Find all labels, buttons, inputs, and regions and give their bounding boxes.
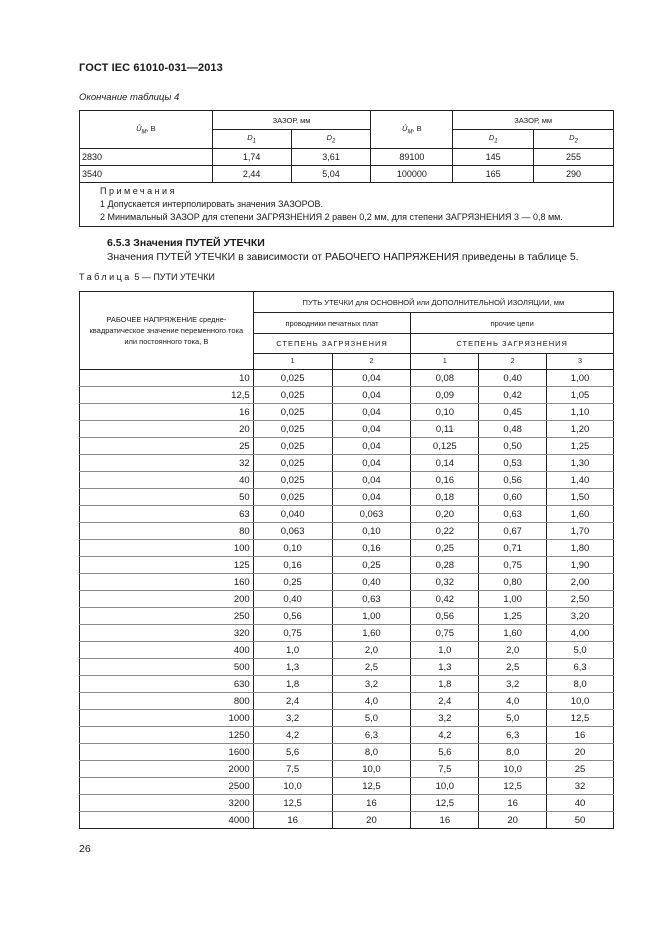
- table-cell: 12,5: [547, 710, 614, 727]
- table-cell: 50: [547, 812, 614, 829]
- table-row: [80, 404, 614, 421]
- table-cell: 25: [547, 761, 614, 778]
- table5-pollution-header-2: СТЕПЕНЬ ЗАГРЯЗНЕНИЯ: [411, 334, 614, 354]
- table-cell: 1,0: [253, 642, 332, 659]
- table-row: [80, 676, 614, 693]
- table5-caption-rest: 5 — ПУТИ УТЕЧКИ: [134, 272, 215, 282]
- table-row: [80, 557, 614, 574]
- table-row: [80, 387, 614, 404]
- degree-cell: 3: [547, 354, 614, 370]
- table-cell: 0,75: [411, 625, 479, 642]
- voltage-cell: 200: [80, 591, 254, 608]
- table4-d1-header-2: $D_1$: [453, 130, 534, 149]
- table-cell: 0,063: [332, 506, 411, 523]
- table-cell: 0,025: [253, 387, 332, 404]
- table-cell: 3,61: [291, 149, 371, 166]
- table-cell: 12,5: [253, 795, 332, 812]
- table-cell: 0,25: [253, 574, 332, 591]
- table-cell: 0,22: [411, 523, 479, 540]
- table-cell: 0,48: [479, 421, 547, 438]
- voltage-cell: 320: [80, 625, 254, 642]
- table-cell: 0,63: [332, 591, 411, 608]
- degree-cell: 1: [411, 354, 479, 370]
- table-cell: 20: [479, 812, 547, 829]
- table-row: [80, 795, 614, 812]
- table-cell: 0,56: [479, 472, 547, 489]
- table-cell: 1,50: [547, 489, 614, 506]
- table-cell: 1,3: [411, 659, 479, 676]
- table-cell: 2,5: [479, 659, 547, 676]
- table-cell: 5,0: [547, 642, 614, 659]
- table4: [79, 110, 614, 227]
- table-cell: 0,75: [479, 557, 547, 574]
- table-cell: 1,30: [547, 455, 614, 472]
- table4-um-header: $Û_M$, В: [80, 111, 213, 149]
- voltage-cell: 12,5: [80, 387, 254, 404]
- table-cell: 0,56: [411, 608, 479, 625]
- table-cell: 1,70: [547, 523, 614, 540]
- table-cell: 5,6: [411, 744, 479, 761]
- table-row: [80, 693, 614, 710]
- table5: [79, 291, 614, 829]
- voltage-cell: 40: [80, 472, 254, 489]
- table-cell: 0,20: [411, 506, 479, 523]
- table4-gap-header: ЗАЗОР, мм: [212, 111, 371, 130]
- table-cell: 0,09: [411, 387, 479, 404]
- voltage-cell: 3200: [80, 795, 254, 812]
- table-cell: 0,50: [479, 438, 547, 455]
- table-cell: 145: [453, 149, 534, 166]
- table-cell: 0,025: [253, 404, 332, 421]
- table-cell: 7,5: [411, 761, 479, 778]
- notes-title: Примечания: [100, 186, 177, 196]
- table-cell: 0,45: [479, 404, 547, 421]
- table-row: [80, 472, 614, 489]
- table-cell: 0,42: [479, 387, 547, 404]
- note-1: 1 Допускается интерполировать значения ЗАЗОРОВ.: [100, 199, 323, 209]
- table-cell: 3,2: [332, 676, 411, 693]
- table-cell: 1,00: [479, 591, 547, 608]
- table-cell: 0,28: [411, 557, 479, 574]
- table-cell: 4,0: [479, 693, 547, 710]
- table-cell: 4,0: [332, 693, 411, 710]
- voltage-cell: 32: [80, 455, 254, 472]
- table-cell: 2,4: [253, 693, 332, 710]
- voltage-cell: 100: [80, 540, 254, 557]
- table5-caption: [79, 272, 215, 282]
- table5-voltage-header: РАБОЧЕЕ НАПРЯЖЕНИЕ средне-квадратическое значение переменного тока или постоянного тока, В: [80, 292, 254, 370]
- table-cell: 0,040: [253, 506, 332, 523]
- table-row: [80, 438, 614, 455]
- table-cell: 0,125: [411, 438, 479, 455]
- table-row: [80, 489, 614, 506]
- table-cell: 2,50: [547, 591, 614, 608]
- table-row: [80, 421, 614, 438]
- table-cell: 2,0: [479, 642, 547, 659]
- table-cell: 0,10: [411, 404, 479, 421]
- table5-header-row: [80, 292, 614, 313]
- table-cell: 8,0: [479, 744, 547, 761]
- table-cell: 16: [547, 727, 614, 744]
- table-cell: 12,5: [479, 778, 547, 795]
- table-cell: 1,25: [479, 608, 547, 625]
- degree-cell: 1: [253, 354, 332, 370]
- table-cell: 2,4: [411, 693, 479, 710]
- voltage-cell: 20: [80, 421, 254, 438]
- table4-header-row: [80, 111, 614, 130]
- table-cell: 0,04: [332, 387, 411, 404]
- table-cell: 100000: [371, 166, 453, 183]
- table-row: [80, 370, 614, 387]
- table-cell: 1,25: [547, 438, 614, 455]
- table-cell: 6,3: [479, 727, 547, 744]
- table-cell: 0,71: [479, 540, 547, 557]
- table-cell: 0,14: [411, 455, 479, 472]
- table4-d2-header: $D_2$: [291, 130, 371, 149]
- table-row: [80, 166, 614, 183]
- voltage-cell: 50: [80, 489, 254, 506]
- table-cell: 0,04: [332, 455, 411, 472]
- table-cell: 0,25: [332, 557, 411, 574]
- table-cell: 1,00: [547, 370, 614, 387]
- table-cell: 1,00: [332, 608, 411, 625]
- table-row: [80, 540, 614, 557]
- table-cell: 5,0: [332, 710, 411, 727]
- table4-um-header-2: $Û_M$, В: [371, 111, 453, 149]
- table-row: [80, 506, 614, 523]
- voltage-cell: 1600: [80, 744, 254, 761]
- table-cell: 10,0: [332, 761, 411, 778]
- table-cell: 0,40: [253, 591, 332, 608]
- table-cell: 255: [534, 149, 614, 166]
- table-cell: 16: [411, 812, 479, 829]
- table-row: [80, 625, 614, 642]
- table-cell: 20: [332, 812, 411, 829]
- voltage-cell: 160: [80, 574, 254, 591]
- table-cell: 1,90: [547, 557, 614, 574]
- table-cell: 4,2: [253, 727, 332, 744]
- table-cell: 0,32: [411, 574, 479, 591]
- table5-other-header: прочие цепи: [411, 313, 614, 334]
- table-cell: 2830: [80, 149, 213, 166]
- table-cell: 0,10: [332, 523, 411, 540]
- document-header: ГОСТ IEC 61010-031—2013: [79, 62, 223, 74]
- table-cell: 0,40: [332, 574, 411, 591]
- table5-pollution-header: СТЕПЕНЬ ЗАГРЯЗНЕНИЯ: [253, 334, 411, 354]
- section-title: 6.5.3 Значения ПУТЕЙ УТЕЧКИ: [107, 237, 265, 249]
- table-row: [80, 710, 614, 727]
- table-cell: 1,60: [547, 506, 614, 523]
- table-cell: 12,5: [411, 795, 479, 812]
- table-cell: 1,8: [253, 676, 332, 693]
- table-cell: 0,25: [411, 540, 479, 557]
- table-cell: 2,44: [212, 166, 291, 183]
- table-cell: 3,2: [253, 710, 332, 727]
- table-cell: 40: [547, 795, 614, 812]
- table5-caption-prefix: Таблица: [79, 272, 132, 282]
- voltage-cell: 25: [80, 438, 254, 455]
- note-2: 2 Минимальный ЗАЗОР для степени ЗАГРЯЗНЕНИЯ 2 равен 0,2 мм, для степени ЗАГРЯЗНЕНИЯ 3 — 0,8 мм.: [100, 212, 563, 222]
- table-cell: 16: [253, 812, 332, 829]
- table-cell: 1,40: [547, 472, 614, 489]
- table-cell: 3540: [80, 166, 213, 183]
- table-cell: 5,0: [479, 710, 547, 727]
- table-cell: 7,5: [253, 761, 332, 778]
- table-row: [80, 778, 614, 795]
- table-cell: 0,11: [411, 421, 479, 438]
- table4-notes-row: [80, 183, 614, 227]
- table-row: [80, 149, 614, 166]
- table-cell: 1,80: [547, 540, 614, 557]
- table-cell: 0,04: [332, 489, 411, 506]
- table-row: [80, 727, 614, 744]
- table-cell: 0,04: [332, 370, 411, 387]
- table-cell: 1,60: [479, 625, 547, 642]
- table-cell: 0,08: [411, 370, 479, 387]
- voltage-cell: 800: [80, 693, 254, 710]
- table-cell: 2,0: [332, 642, 411, 659]
- voltage-cell: 10: [80, 370, 254, 387]
- table-cell: 0,60: [479, 489, 547, 506]
- table4-d1-header: $D_1$: [212, 130, 291, 149]
- table-cell: 0,04: [332, 421, 411, 438]
- table5-pcb-header: проводники печатных плат: [253, 313, 411, 334]
- table-cell: 2,5: [332, 659, 411, 676]
- table-row: [80, 642, 614, 659]
- table-row: [80, 812, 614, 829]
- voltage-cell: 250: [80, 608, 254, 625]
- table-cell: 1,74: [212, 149, 291, 166]
- voltage-cell: 1250: [80, 727, 254, 744]
- section-text: Значения ПУТЕЙ УТЕЧКИ в зависимости от РАБОЧЕГО НАПРЯЖЕНИЯ приведены в таблице 5.: [107, 251, 579, 263]
- table-row: [80, 523, 614, 540]
- table-cell: 2,00: [547, 574, 614, 591]
- table-cell: 6,3: [332, 727, 411, 744]
- table-cell: 0,04: [332, 404, 411, 421]
- table-cell: 5,04: [291, 166, 371, 183]
- table-cell: 0,025: [253, 455, 332, 472]
- table-cell: 0,025: [253, 489, 332, 506]
- table-cell: 0,75: [253, 625, 332, 642]
- voltage-cell: 2000: [80, 761, 254, 778]
- table-cell: 1,20: [547, 421, 614, 438]
- table-cell: 16: [332, 795, 411, 812]
- table-cell: 3,2: [479, 676, 547, 693]
- voltage-cell: 630: [80, 676, 254, 693]
- table-cell: 0,18: [411, 489, 479, 506]
- table4-gap-header-2: ЗАЗОР, мм: [453, 111, 614, 130]
- table-cell: 1,8: [411, 676, 479, 693]
- table-cell: 1,60: [332, 625, 411, 642]
- table-row: [80, 455, 614, 472]
- table-cell: 8,0: [547, 676, 614, 693]
- table-row: [80, 574, 614, 591]
- table-cell: 0,40: [479, 370, 547, 387]
- table-cell: 0,025: [253, 438, 332, 455]
- table-cell: 10,0: [411, 778, 479, 795]
- table-cell: 165: [453, 166, 534, 183]
- table-cell: 0,56: [253, 608, 332, 625]
- page-number: 26: [79, 843, 91, 855]
- table-cell: 0,16: [411, 472, 479, 489]
- table5-main-header: ПУТЬ УТЕЧКИ для ОСНОВНОЙ или ДОПОЛНИТЕЛЬНОЙ ИЗОЛЯЦИИ, мм: [253, 292, 613, 313]
- table-cell: 1,0: [411, 642, 479, 659]
- table-cell: 10,0: [547, 693, 614, 710]
- table-cell: 12,5: [332, 778, 411, 795]
- table4-caption: Окончание таблицы 4: [79, 92, 180, 103]
- voltage-cell: 4000: [80, 812, 254, 829]
- table-cell: 1,05: [547, 387, 614, 404]
- table-cell: 10,0: [253, 778, 332, 795]
- voltage-cell: 63: [80, 506, 254, 523]
- degree-cell: 2: [479, 354, 547, 370]
- table-cell: 0,10: [253, 540, 332, 557]
- voltage-cell: 80: [80, 523, 254, 540]
- table-cell: 8,0: [332, 744, 411, 761]
- voltage-cell: 2500: [80, 778, 254, 795]
- table-cell: 0,04: [332, 438, 411, 455]
- table-cell: 16: [479, 795, 547, 812]
- table-row: [80, 608, 614, 625]
- table-cell: 0,04: [332, 472, 411, 489]
- voltage-cell: 125: [80, 557, 254, 574]
- voltage-cell: 500: [80, 659, 254, 676]
- table-row: [80, 761, 614, 778]
- table4-notes: [80, 183, 614, 227]
- table-cell: 0,80: [479, 574, 547, 591]
- table-cell: 20: [547, 744, 614, 761]
- table-cell: 10,0: [479, 761, 547, 778]
- voltage-cell: 1000: [80, 710, 254, 727]
- table-cell: 4,2: [411, 727, 479, 744]
- table-cell: 5,6: [253, 744, 332, 761]
- table-cell: 1,10: [547, 404, 614, 421]
- table-cell: 32: [547, 778, 614, 795]
- table-cell: 0,025: [253, 472, 332, 489]
- table-cell: 0,063: [253, 523, 332, 540]
- table-row: [80, 659, 614, 676]
- table-cell: 0,025: [253, 421, 332, 438]
- table-cell: 4,00: [547, 625, 614, 642]
- table-cell: 0,53: [479, 455, 547, 472]
- table-cell: 0,67: [479, 523, 547, 540]
- table-cell: 3,20: [547, 608, 614, 625]
- table-cell: 0,63: [479, 506, 547, 523]
- table-cell: 3,2: [411, 710, 479, 727]
- table-cell: 290: [534, 166, 614, 183]
- table-cell: 89100: [371, 149, 453, 166]
- table-row: [80, 744, 614, 761]
- table4-d2-header-2: $D_2$: [534, 130, 614, 149]
- degree-cell: 2: [332, 354, 411, 370]
- table-cell: 0,16: [253, 557, 332, 574]
- voltage-cell: 400: [80, 642, 254, 659]
- voltage-cell: 16: [80, 404, 254, 421]
- table-cell: 0,16: [332, 540, 411, 557]
- table-cell: 1,3: [253, 659, 332, 676]
- table-row: [80, 591, 614, 608]
- table-cell: 6,3: [547, 659, 614, 676]
- table-cell: 0,025: [253, 370, 332, 387]
- table5-body: [80, 370, 614, 829]
- table-cell: 0,42: [411, 591, 479, 608]
